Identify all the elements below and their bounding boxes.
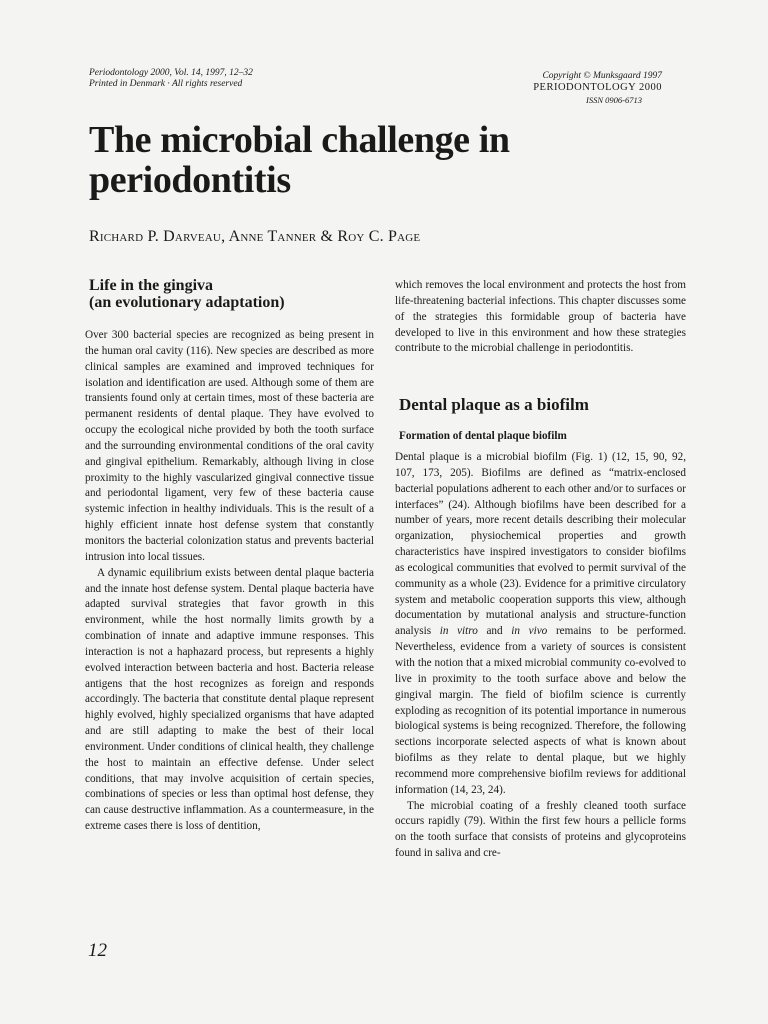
title-line-2: periodontitis xyxy=(89,159,291,201)
subsection-heading: Formation of dental plaque biofilm xyxy=(399,430,567,442)
text-run: remains to be performed. Nevertheless, evidence from a variety of sources is consistent with the notion that a mixed microbial community co-evolved to live in proximity to the tooth surface above and below the gingival margin. The field of biofilm science is currently exploding as recognition of its potential importance in numerous biological systems is being recognized. Therefore, the following sections incorporate selected aspects of what is known about biofilms as they relate to dental plaque, but we highly recommend more comprehensive biofilm reviews for additional information (14, 23, 24). xyxy=(395,625,686,796)
paragraph: Over 300 bacterial species are recognized as being present in the human oral cavity (116). New species are described as more clinical samples are examined and improved techniques for isolation and identification are used. Although some of them are transients found only at certain times, most of these bacteria are permanent residents of dental plaque. They have evolved to occupy the ecological niche provided by both the tooth surface and the surrounding environmental conditions of the oral cavity and gingival epithelium. Remarkably, although living in close proximity to the highly vascularized gingival connective tissue and periodontal ligament, very few of these bacteria cause systemic infection in healthy individuals. This is the result of a highly efficient innate host defense system that constantly monitors the bacterial colonization status and prevents bacterial intrusion into local tissues. xyxy=(85,329,374,563)
paragraph: which removes the local environment and protects the host from life-threatening bacterial infections. This chapter discusses some of the strategies this formidable group of bacteria have developed to live in this environment and how these strategies contribute to the microbial challenge in periodontitis. xyxy=(395,279,686,355)
copyright-line: Copyright © Munksgaard 1997 xyxy=(542,71,662,81)
right-column-body xyxy=(395,450,686,862)
italic-term: in vivo xyxy=(511,625,548,638)
text-run: and xyxy=(477,625,512,638)
citation-line-1: Periodontology 2000, Vol. 14, 1997, 12–32 xyxy=(89,68,253,78)
left-column xyxy=(85,328,374,835)
citation-header xyxy=(89,68,253,90)
italic-term: in vitro xyxy=(439,625,478,638)
section-heading-life-in-gingiva xyxy=(89,277,285,311)
page-number: 12 xyxy=(88,940,107,961)
text-run: Dental plaque is a microbial biofilm (Fig. 1) (12, 15, 90, 92, 107, 173, 205). Biofilms are defined as “matrix-enclosed bacterial populations adherent to each other and/or to surfaces or interfaces” (24). Although biofilms have been described for a number of years, more recent details describing their molecular organization, physiochemical properties and growth characteristics have inspired investigators to consider biofilms as ecological communities that evolved to permit survival of the community as a whole (23). Evidence for a primitive circulatory system and metabolic cooperation supports this view, although documentation by mutational analysis and structure-function analysis xyxy=(395,451,686,638)
paragraph: The microbial coating of a freshly cleaned tooth surface occurs rapidly (79). Within the first few hours a pellicle forms on the tooth surface that consists of proteins and glycoproteins found in saliva and cre- xyxy=(395,799,686,860)
section-heading-line-2: (an evolutionary adaptation) xyxy=(89,294,285,311)
right-column-top xyxy=(395,278,686,357)
citation-line-2: Printed in Denmark · All rights reserved xyxy=(89,79,243,89)
issn-line: ISSN 0906-6713 xyxy=(586,95,642,105)
paragraph: A dynamic equilibrium exists between dental plaque bacteria and the innate host defense system. Dental plaque bacteria have adapted survival strategies that favor growth in this environment, while the host normally limits growth by a combination of innate and adaptive immune responses. This interaction is not a haphazard process, but represents a highly evolved interaction between bacteria and host. Bacteria release antigens that the host recognizes as foreign and responds accordingly. The bacteria that constitute dental plaque represent highly evolved, highly specialized organisms that have adapted and are still adapting to make the best of their local environment. Under conditions of clinical health, they challenge the host to maintain an effective defense. Under select conditions, that may involve acquisition of certain species, combinations of species or less than optimal host defense, they can cause destructive inflammation. As a countermeasure, in the extreme cases there is loss of dentition, xyxy=(85,566,374,833)
paragraph xyxy=(395,450,686,799)
section-heading-dental-plaque: Dental plaque as a biofilm xyxy=(399,395,589,414)
article-title xyxy=(89,120,649,200)
journal-header xyxy=(533,70,662,106)
author-list: Richard P. Darveau, Anne Tanner & Roy C. Page xyxy=(89,228,421,245)
journal-name: PERIODONTOLOGY 2000 xyxy=(533,82,662,93)
section-heading-line-1: Life in the gingiva xyxy=(89,277,214,294)
title-line-1: The microbial challenge in xyxy=(89,119,510,161)
